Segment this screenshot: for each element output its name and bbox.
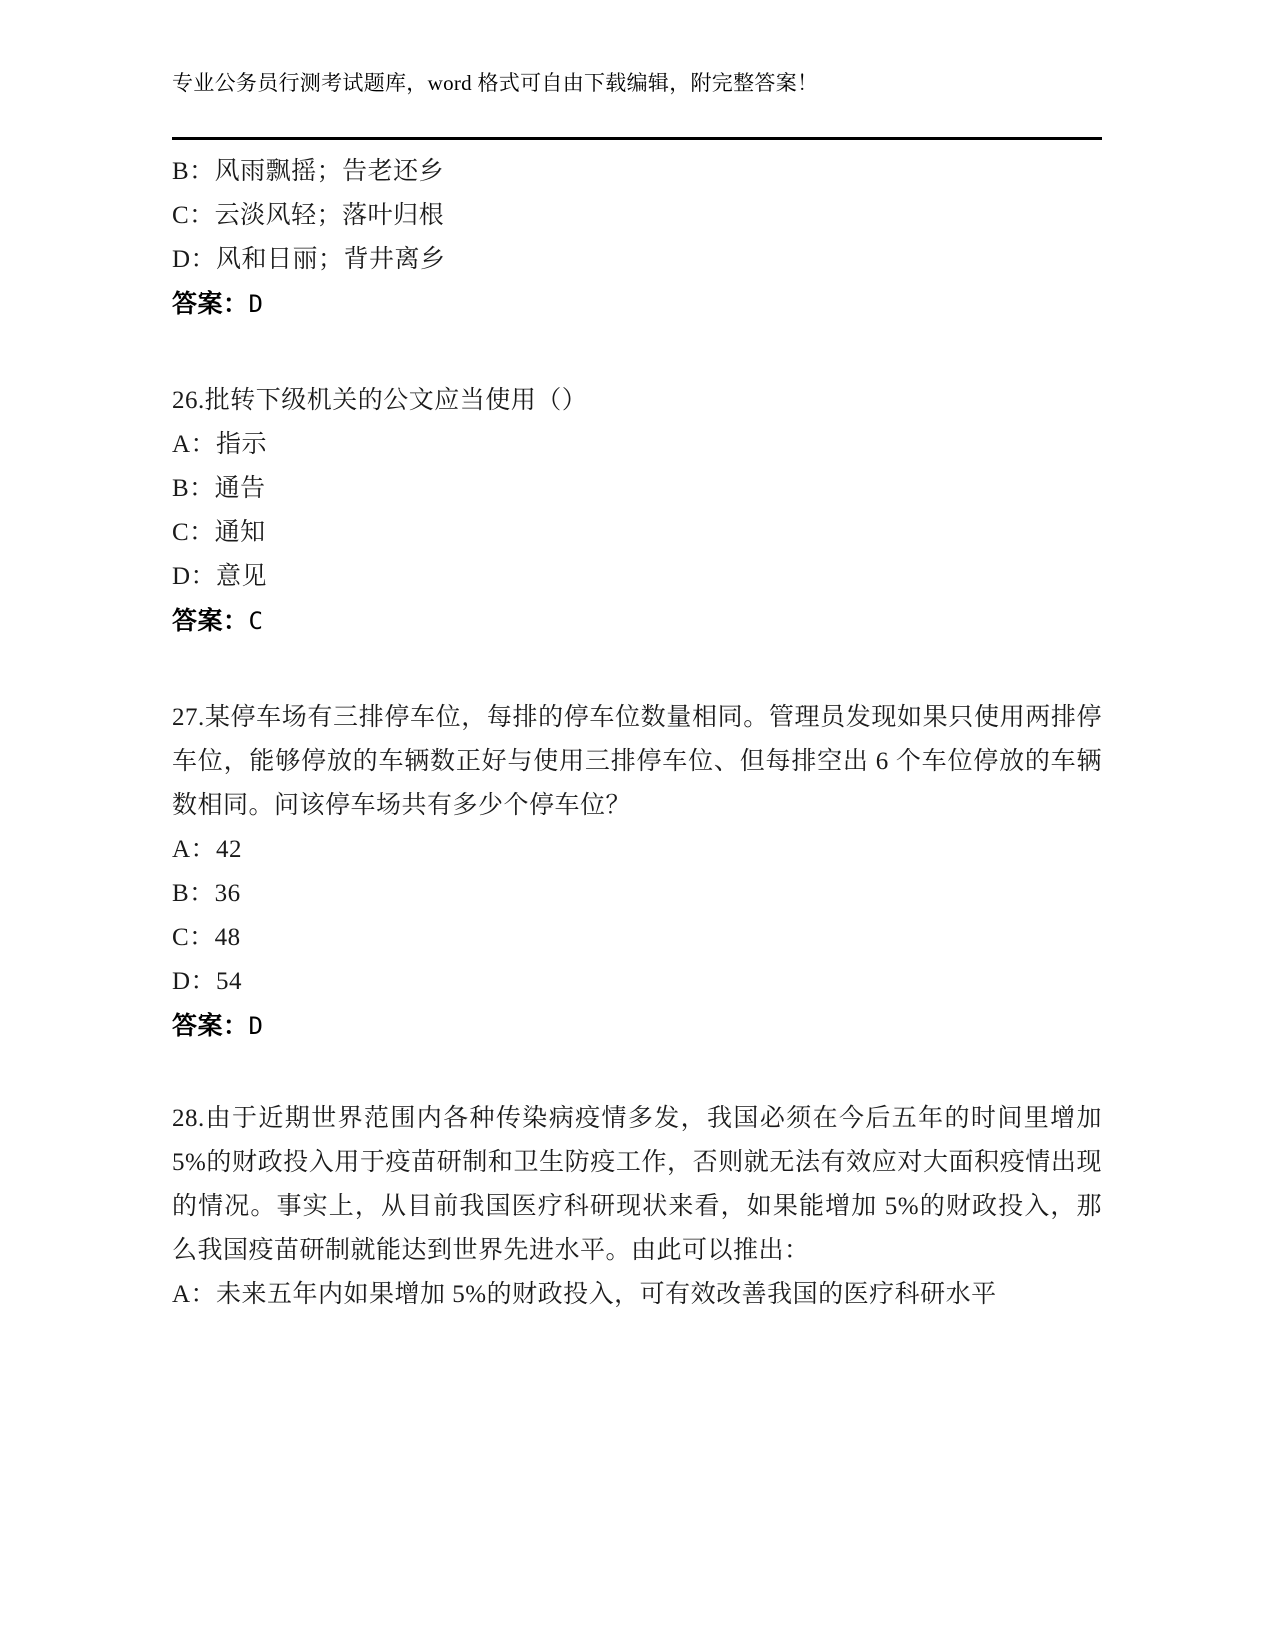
question-stem: 27.某停车场有三排停车位，每排的停车位数量相同。管理员发现如果只使用两排停车位，能够停放的车辆数正好与使用三排停车位、但每排空出 6 个车位停放的车辆数相同。问该停车场共有多少个停车位？ <box>172 704 1102 819</box>
spacer <box>172 644 1102 696</box>
answer-label: 答案： <box>172 1013 249 1040</box>
option-a: A：未来五年内如果增加 5%的财政投入，可有效改善我国的医疗科研水平 <box>172 1281 997 1308</box>
header-divider <box>172 137 1102 140</box>
option-b: B：风雨飘摇；告老还乡 <box>172 158 445 185</box>
answer-value: C <box>248 607 264 635</box>
answer-line <box>172 599 1102 644</box>
answer-value: D <box>248 290 264 318</box>
answer-label: 答案： <box>172 291 249 318</box>
option-c: C：通知 <box>172 519 266 546</box>
option-d: D：意见 <box>172 563 268 590</box>
answer-line <box>172 282 1102 327</box>
option-b: B：通告 <box>172 475 266 502</box>
answer-label: 答案： <box>172 608 249 635</box>
option-a: A：42 <box>172 836 243 863</box>
question-28 <box>172 1097 1102 1317</box>
option-a: A：指示 <box>172 431 268 458</box>
question-stem: 28.由于近期世界范围内各种传染病疫情多发，我国必须在今后五年的时间里增加 5%的财政投入用于疫苗研制和卫生防疫工作，否则就无法有效应对大面积疫情出现的情况。事实上，从目前我国医疗科研现状来看，如果能增加 5%的财政投入，那么我国疫苗研制就能达到世界先进水平。由此可以推出： <box>172 1105 1102 1264</box>
document-body <box>172 150 1102 1317</box>
answer-value: D <box>248 1012 264 1040</box>
question-stem: 26.批转下级机关的公文应当使用（） <box>172 387 588 414</box>
spacer <box>172 327 1102 379</box>
question-27 <box>172 696 1102 1049</box>
question-continuation <box>172 150 1102 327</box>
option-d: D：风和日丽；背井离乡 <box>172 246 446 273</box>
option-d: D：54 <box>172 968 243 995</box>
question-26 <box>172 379 1102 644</box>
page-header-text: 专业公务员行测考试题库，word 格式可自由下载编辑，附完整答案！ <box>172 71 819 95</box>
spacer <box>172 1049 1102 1097</box>
answer-line <box>172 1004 1102 1049</box>
option-b: B：36 <box>172 880 241 907</box>
option-c: C：48 <box>172 924 241 951</box>
option-c: C：云淡风轻；落叶归根 <box>172 202 445 229</box>
